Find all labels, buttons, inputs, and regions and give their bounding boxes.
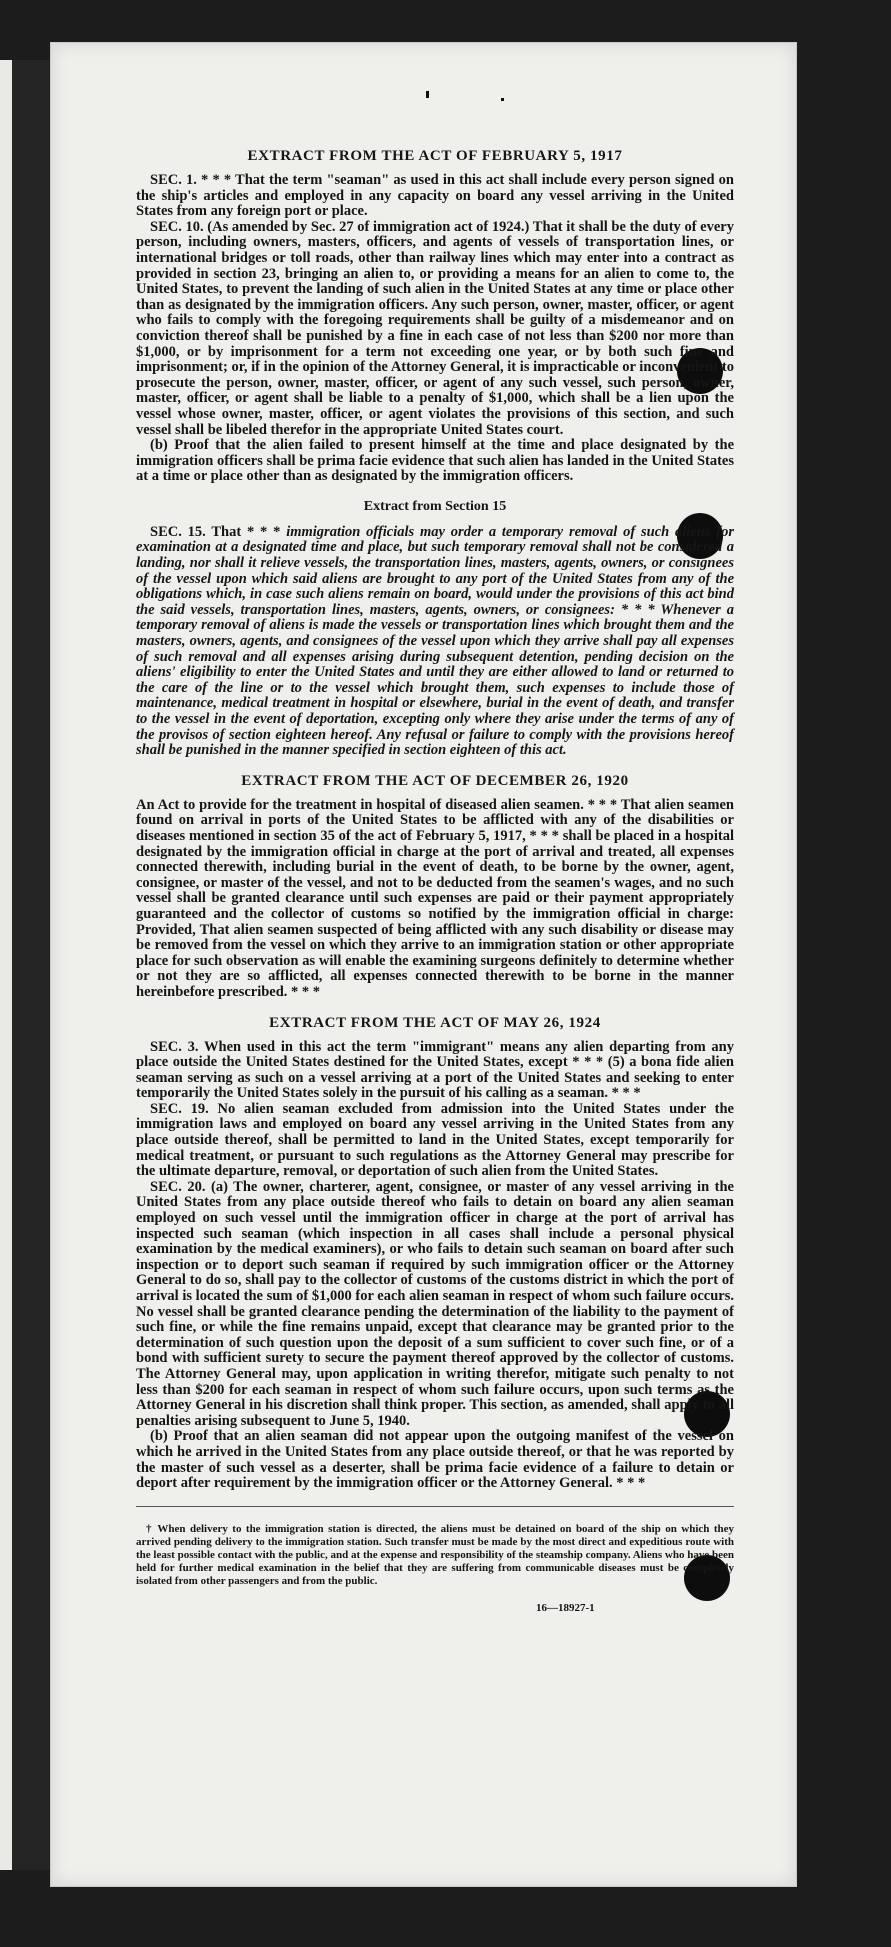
paragraph: (b) Proof that the alien failed to present himself at the time and place designated by the immigration officers shall be prima facie evidence that such alien has landed in the United States at a time or place other than as designated by the immigration officers. — [136, 437, 734, 485]
paragraph-lead: SEC. 15. That * * * — [150, 523, 281, 540]
section-15 — [136, 499, 734, 759]
paragraph: SEC. 19. No alien seaman excluded from admission into the United States under the immigration laws and employed on board any vessel arriving in the United States from any place outside thereof, shall be permitted to land in the United States, except temporarily for medical treatment, or pursuant to such regulations as the Attorney General may prescribe for the ultimate departure, removal, or deportation of such alien from the United States. — [136, 1100, 734, 1180]
scan-speck — [426, 91, 429, 98]
document-body — [136, 148, 734, 1614]
paragraph: SEC. 1. * * * That the term "seaman" as used in this act shall include every person signed on the ship's articles and employed in any capacity on board any vessel arriving in the United States from any foreign port or place. — [136, 172, 734, 220]
footnote-divider — [136, 1506, 734, 1507]
paragraph: SEC. 20. (a) The owner, charterer, agent, consignee, or master of any vessel arriving in the United States from any place outside thereof who fails to detain on board any alien seaman employed on such vessel until the immigration officer in charge at the port of arrival has inspected such seaman (which inspection in all cases shall include a personal physical examination by the medical examiners), or who fails to detain such seaman on board after such inspection or to deport such seaman if required by such immigration officer or the Attorney General to do so, shall pay to the collector of customs of the customs district in which the port of arrival is located the sum of $1,000 for each alien seaman in respect of whom such failure occurs. No vessel shall be granted clearance pending the determination of the liability to the payment of such fine, or while the fine remains unpaid, except that clearance may be granted prior to the determination of such question upon the deposit of a sum sufficient to cover such fine, or of a bond with sufficient surety to secure the payment thereof approved by the collector of customs. The Attorney General may, upon application in writing therefor, mitigate such penalty to not less than $200 for each seaman in respect of whom such failure occurs, upon such terms as the Attorney General in his discretion shall think proper. This section, as amended, shall apply to all penalties arising subsequent to June 5, 1940. — [136, 1178, 734, 1429]
section-heading: EXTRACT FROM THE ACT OF FEBRUARY 5, 1917 — [247, 148, 623, 164]
italic-paragraph: immigration officials may order a temporary removal of such aliens for examination at a designated time and place, but such temporary removal shall not be considered a landing, nor shall it relieve vessels, the transportation lines, masters, agents, owners, or consignees of the vessel upon which said aliens are brought to any port of the United States from any of the obligations which, in case such aliens remain on board, would under the provisions of this act bind the said vessels, transportation lines, masters, agents, owners, or consignees: * * * Whenever a temporary removal of aliens is made the vessels or transportation lines which brought them and the masters, owners, agents, and consignees of the vessel upon which they arrive shall pay all expenses of such removal and all expenses arising during subsequent detention, pending decision on the aliens' eligibility to enter the United States and until they are either allowed to land or returned to the care of the line or to the vessel which brought them, such expenses to include those of maintenance, medical treatment in hospital or elsewhere, burial in the event of death, and transfer to the vessel in the event of deportation, excepting only where they arise under the terms of any of the provisos of section eighteen hereof. Any refusal or failure to comply with the provisions hereof shall be punished in the manner specified in section eighteen of this act. — [136, 523, 734, 759]
footnote: † When delivery to the immigration station is directed, the aliens must be detained on board of the ship on which they arrived pending delivery to the immigration station. Such transfer must be made by the most direct and expeditious route with the least possible contact with the public, and at the expense and responsibility of the steamship company. Aliens who have been held for further medical examination in the belief that they are suffering from communicable diseases must be completely isolated from other passengers and from the public. — [136, 1522, 734, 1587]
section-feb-1917 — [136, 148, 734, 485]
section-heading: Extract from Section 15 — [363, 498, 507, 514]
form-number: 16—18927-1 — [536, 1601, 595, 1614]
paragraph: An Act to provide for the treatment in hospital of diseased alien seamen. * * * That alien seamen found on arrival in ports of the United States to be afflicted with any of the disabilities or diseases mentioned in section 35 of the act of February 5, 1917, * * * shall be placed in a hospital designated by the immigration official in charge at the port of arrival and treated, all expenses connected therewith, including burial in the event of death, to be borne by the owner, agent, consignee, or master of the vessel, and not to be deducted from the seamen's wages, and no such vessel shall be granted clearance until such expenses are paid or their payment appropriately guaranteed and the collector of customs so notified by the immigration official in charge: Provided, That alien seamen suspected of being afflicted with any such disability or disease may be removed from the vessel on which they arrive to an immigration station or other appropriate place for such observation as will enable the examining surgeons definitely to determine whether or not they are so afflicted, all expenses connected therewith to be borne in the manner hereinbefore prescribed. * * * — [136, 796, 734, 1000]
paragraph: SEC. 3. When used in this act the term "immigrant" means any alien departing from any place outside the United States destined for the United States, except * * * (5) a bona fide alien seaman serving as such on a vessel arriving at a port of the United States and seeking to enter temporarily the United States solely in the pursuit of his calling as a seaman. * * * — [136, 1038, 734, 1102]
section-may-1924 — [136, 1015, 734, 1492]
section-heading: EXTRACT FROM THE ACT OF DECEMBER 26, 1920 — [241, 772, 629, 789]
scan-shadow — [12, 60, 50, 1870]
adjacent-page-edge — [0, 60, 12, 1870]
section-heading: EXTRACT FROM THE ACT OF MAY 26, 1924 — [269, 1014, 601, 1031]
scan-speck — [501, 98, 504, 101]
section-dec-1920 — [136, 773, 734, 1001]
paragraph: SEC. 10. (As amended by Sec. 27 of immigration act of 1924.) That it shall be the duty of every person, including owners, masters, officers, and agents of vessels of transportation lines, or international bridges or toll roads, other than railway lines which may enter into a contract as provided in section 23, bringing an alien to, or providing a means for an alien to come to, the United States, to prevent the landing of such alien in the United States at any time or place other than as designated by the immigration officers. Any such person, owner, master, officer, or agent who fails to comply with the foregoing requirements shall be guilty of a misdemeanor and on conviction thereof shall be punished by a fine in each case of not less than $200 nor more than $1,000, or by imprisonment for a term not exceeding one year, or by both such fine and imprisonment; or, if in the opinion of the Attorney General, it is impracticable or inconvenient to prosecute the person, owner, master, officer, or agent of any such vessel, such person, owner, master, officer, or agent shall be liable to a penalty of $1,000, which shall be a lien upon the vessel whose owner, master, officer, or agent violates the provisions of this section, and such vessel shall be libeled therefor in the appropriate United States court. — [136, 218, 734, 438]
paragraph: (b) Proof that an alien seaman did not appear upon the outgoing manifest of the vessel on which he arrived in the United States from any place outside thereof, or that he was reported by the master of such vessel as a deserter, shall be prima facie evidence of a failure to detain or deport after requirement by the immigration officer or the Attorney General. * * * — [136, 1428, 734, 1492]
document-page — [50, 42, 797, 1887]
